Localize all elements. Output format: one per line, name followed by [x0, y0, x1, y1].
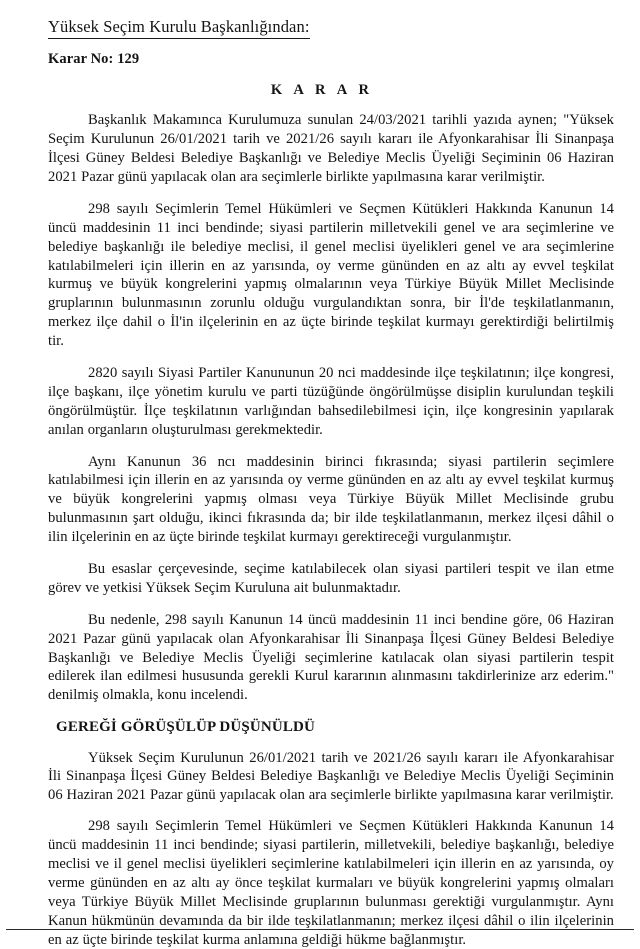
paragraph-2: 298 sayılı Seçimlerin Temel Hükümleri ve Seçmen Kütükleri Hakkında Kanunun 14 üncü maddesinin 11 inci bendinde; siyasi partilerin milletvekili genel ve ara seçimlerine ve belediye başkanlığı ile belediye meclisi, il genel meclisi üyelikleri genel ve ara seçimlerine katılabilmeleri için illerin en az yarısında, oy verme gününden en az altı ay evvel teşkilat kurmuş ve büyük kongrelerini yapmış olmalarının veya Türkiye Büyük Millet Meclisinde gruplarının bulunmasının zorunlu olduğu vurgulandıktan sonra, bir İl'de teşkilatlanmanın, merkez ilçe dahil o İl'in ilçelerinin en az üçte birinde teşkilat kurmayı gerektirdiği belirtilmiş tir. — [48, 200, 614, 350]
paragraph-6: Bu nedenle, 298 sayılı Kanunun 14 üncü maddesinin 11 inci bendine göre, 06 Haziran 2021 Pazar günü yapılacak olan Afyonkarahisar İli Sinanpaşa İlçesi Güney Beldesi Belediye Başkanlığı ve Belediye Meclis Üyeliği seçimlerine katılacak olan siyasi partilerin tespit edilerek ilan edilmesi hususunda gerekli Kurul kararının alınmasını takdirlerinize arz ederim." denilmiş olmakla, konu incelendi. — [48, 611, 614, 704]
section-heading-gerekce: GEREĞİ GÖRÜŞÜLÜP DÜŞÜNÜLDÜ — [56, 719, 315, 736]
paragraph-8: 298 sayılı Seçimlerin Temel Hükümleri ve Seçmen Kütükleri Hakkında Kanunun 14 üncü maddesinin 11 inci bendinde; siyasi partilerin, milletvekili, belediye başkanlığı, belediye meclisi ve il genel meclisi üyelikleri seçimlerine katılabilmeleri için illerin en az yarısında, oy verme gününden en az altı ay önce teşkilat kurmaları ve büyük kongrelerini yapmış olmaları veya Türkiye Büyük Millet Meclisinde gruplarının bulunması gerektiği vurgulanmıştır. Aynı Kanun hükmünün devamında da bir ilde teşkilatlanmanın; merkez ilçesi dâhil o ilin ilçelerinin en az üçte birinde teşkilat kurma anlamına geldiği hükme bağlanmıştır. — [48, 818, 614, 948]
page-title: Yüksek Seçim Kurulu Başkanlığından: — [48, 18, 310, 39]
paragraph-1: Başkanlık Makamınca Kurulumuza sunulan 24/03/2021 tarihli yazıda aynen; "Yüksek Seçim Kurulunun 26/01/2021 tarih ve 2021/26 sayılı kararı ile Afyonkarahisar İli Sinanpaşa İlçesi Güney Beldesi Belediye Başkanlığı ve Belediye Meclis Üyeliği Seçiminin 06 Haziran 2021 Pazar günü yapılacak olan ara seçimlerle birlikte yapılmasına karar verilmiştir. — [48, 112, 614, 185]
paragraph-5: Bu esaslar çerçevesinde, seçime katılabilecek olan siyasi partileri tespit ve ilan etme görev ve yetkisi Yüksek Seçim Kuruluna ait bulunmaktadır. — [48, 561, 614, 596]
paragraph-4: Aynı Kanunun 36 ncı maddesinin birinci fıkrasında; siyasi partilerin seçimlere katılabilmesi için illerin en az yarısında oy verme gününden en az altı ay evvel teşkilat kurmuş ve büyük kongrelerini yapmış olması veya Türkiye Büyük Millet Meclisinde grubu bulunmasının şart olduğu, ikinci fıkrasında da; bir ilde teşkilatlanmanın, merkez ilçesi dâhil o ilin ilçelerinin en az üçte birinde teşkilat kurmayı gerektireceği vurgulanmıştır. — [48, 453, 614, 546]
decision-heading: K A R A R — [270, 81, 374, 98]
decision-number: Karar No: 129 — [48, 50, 140, 67]
document-title-wrapper — [48, 12, 614, 39]
page-bottom-rule — [6, 929, 634, 930]
paragraph-7: Yüksek Seçim Kurulunun 26/01/2021 tarih ve 2021/26 sayılı kararı ile Afyonkarahisar İli Sinanpaşa İlçesi Güney Beldesi Belediye Başkanlığı ve Belediye Meclis Üyeliği Seçiminin 06 Haziran 2021 Pazar günü yapılacak olan ara seçimlerle birlikte yapılmasına karar verilmiştir. — [48, 749, 614, 804]
paragraph-3: 2820 sayılı Siyasi Partiler Kanununun 20 nci maddesinde ilçe teşkilatının; ilçe kongresi, ilçe başkanı, ilçe yönetim kurulu ve parti tüzüğünde öngörülmüşse disiplin kurulundan teşkili öngörülmüştür. İlçe teşkilatının varlığından bahsedilebilmesi için, ilçe kongresinin yapılarak anılan organların oluşturulması gerekmektedir. — [48, 365, 614, 438]
